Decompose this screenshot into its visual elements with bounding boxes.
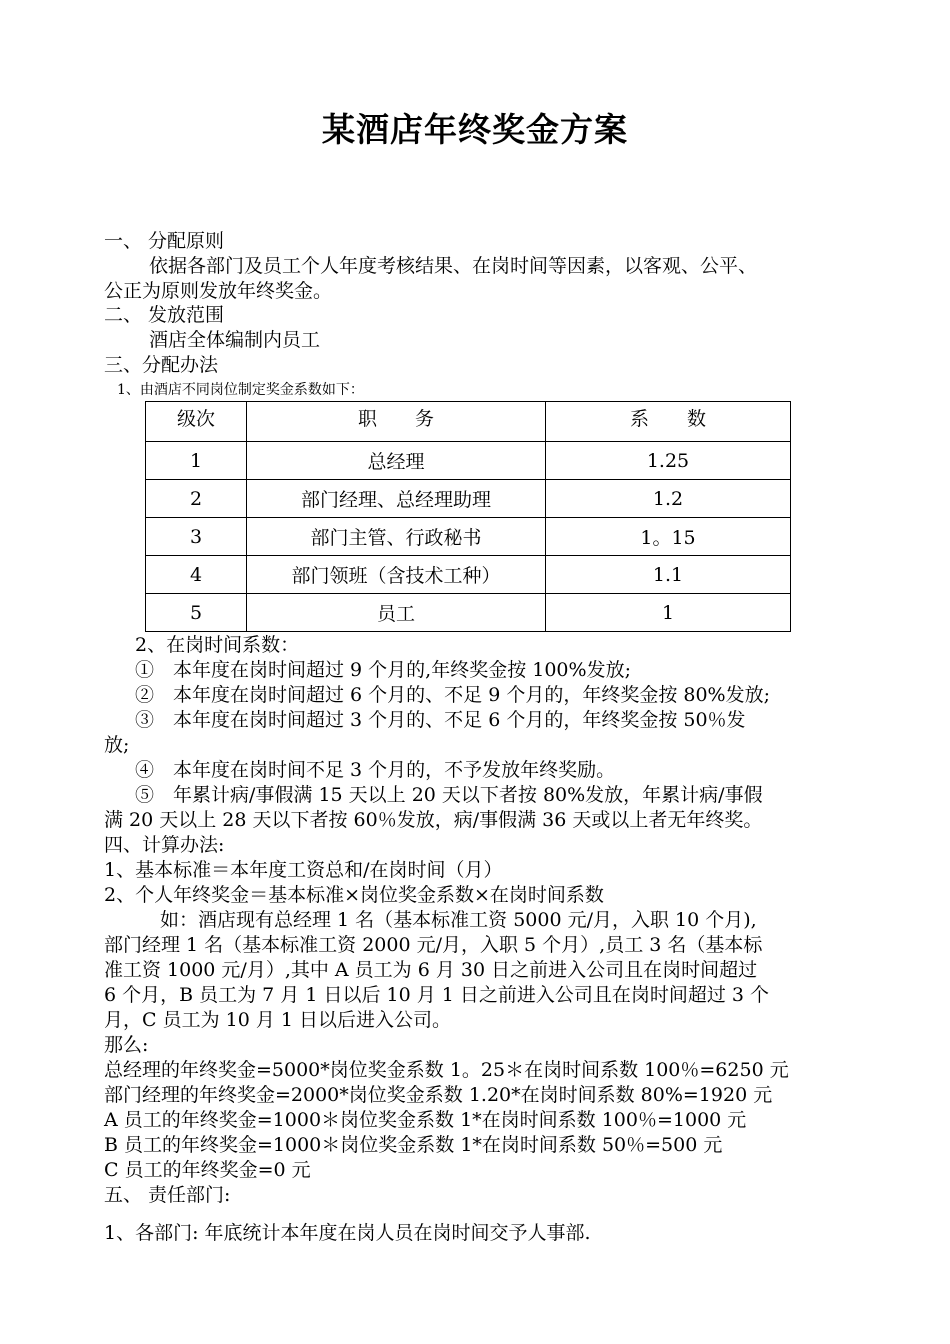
- table-header-coefficient: 系 数: [546, 402, 791, 442]
- table-row: [146, 594, 791, 632]
- example-line: 准工资 1000 元/月）,其中 A 员工为 6 月 30 日之前进入公司且在岗时间超过: [104, 959, 758, 981]
- section3-sub2: 2、在岗时间系数：: [135, 634, 300, 656]
- table-row: [146, 480, 791, 518]
- table-cell-level: 4: [146, 556, 247, 594]
- table-header-row: [146, 402, 791, 442]
- formula-personal-bonus: 2、个人年终奖金＝基本标准×岗位奖金系数×在岗时间系数: [104, 884, 604, 906]
- table-row: [146, 556, 791, 594]
- table-cell-position: 部门主管、行政秘书: [247, 518, 546, 556]
- time-item: ④ 本年度在岗时间不足 3 个月的，不予发放年终奖励。: [135, 759, 616, 781]
- time-item: ② 本年度在岗时间超过 6 个月的、不足 9 个月的，年终奖金按 80%发放;: [135, 684, 771, 706]
- then-label: 那么:: [104, 1034, 149, 1056]
- table-cell-position: 部门领班（含技术工种）: [247, 556, 546, 594]
- result-line: C 员工的年终奖金=0 元: [104, 1159, 311, 1181]
- example-line: 6 个月，B 员工为 7 月 1 日以后 10 月 1 日之前进入公司且在岗时间超过 3 个: [104, 984, 770, 1006]
- table-cell-level: 5: [146, 594, 247, 632]
- example-line: 如：酒店现有总经理 1 名（基本标准工资 5000 元/月，入职 10 个月),: [160, 909, 757, 931]
- table-cell-coefficient: 1.25: [546, 442, 791, 480]
- coefficient-table: [145, 401, 791, 632]
- table-header-level: 级次: [146, 402, 247, 442]
- result-line: A 员工的年终奖金=1000＊岗位奖金系数 1*在岗时间系数 100％=1000 元: [104, 1109, 747, 1131]
- table-row: [146, 518, 791, 556]
- table-cell-level: 2: [146, 480, 247, 518]
- section5-heading: 五、 责任部门:: [104, 1184, 231, 1206]
- time-item: ① 本年度在岗时间超过 9 个月的,年终奖金按 100%发放;: [135, 659, 631, 681]
- table-cell-coefficient: 1.2: [546, 480, 791, 518]
- time-item-continued: 满 20 天以上 28 天以下者按 60％发放，病/事假满 36 天或以上者无年终奖。: [104, 809, 763, 831]
- table-row: [146, 442, 791, 480]
- result-line: B 员工的年终奖金=1000＊岗位奖金系数 1*在岗时间系数 50％=500 元: [104, 1134, 723, 1156]
- table-header-position: 职 务: [247, 402, 546, 442]
- section3-sub1: 1、由酒店不同岗位制定奖金系数如下：: [117, 382, 364, 398]
- section1-body-line1: 依据各部门及员工个人年度考核结果、在岗时间等因素，以客观、公平、: [149, 255, 758, 277]
- section3-heading: 三、分配办法: [104, 354, 219, 376]
- section1-heading: 一、 分配原则: [104, 230, 225, 252]
- table-cell-position: 部门经理、总经理助理: [247, 480, 546, 518]
- table-cell-coefficient: 1: [546, 594, 791, 632]
- table-cell-level: 3: [146, 518, 247, 556]
- table-cell-position: 员工: [247, 594, 546, 632]
- time-item: ③ 本年度在岗时间超过 3 个月的、不足 6 个月的，年终奖金按 50％发: [135, 709, 746, 731]
- table-cell-coefficient: 1。15: [546, 518, 791, 556]
- table-cell-coefficient: 1.1: [546, 556, 791, 594]
- example-line: 部门经理 1 名（基本标准工资 2000 元/月，入职 5 个月）,员工 3 名（基本标: [104, 934, 763, 956]
- section2-heading: 二、 发放范围: [104, 304, 225, 326]
- document-title: 某酒店年终奖金方案: [322, 110, 628, 149]
- time-item: ⑤ 年累计病/事假满 15 天以上 20 天以下者按 80%发放，年累计病/事假: [135, 784, 763, 806]
- time-item-continued: 放;: [104, 734, 130, 756]
- result-line: 总经理的年终奖金=5000*岗位奖金系数 1。25＊在岗时间系数 100％=6250 元: [104, 1059, 789, 1081]
- example-line: 月，C 员工为 10 月 1 日以后进入公司。: [104, 1009, 452, 1031]
- formula-basic-standard: 1、基本标准＝本年度工资总和/在岗时间（月）: [104, 859, 503, 881]
- table-cell-level: 1: [146, 442, 247, 480]
- section5-item1: 1、各部门: 年底统计本年度在岗人员在岗时间交予人事部.: [104, 1222, 591, 1244]
- section4-heading: 四、计算办法:: [104, 834, 225, 856]
- result-line: 部门经理的年终奖金=2000*岗位奖金系数 1.20*在岗时间系数 80%=1920 元: [104, 1084, 773, 1106]
- section1-body-line2: 公正为原则发放年终奖金。: [104, 280, 333, 302]
- section2-body: 酒店全体编制内员工: [149, 329, 321, 351]
- table-cell-position: 总经理: [247, 442, 546, 480]
